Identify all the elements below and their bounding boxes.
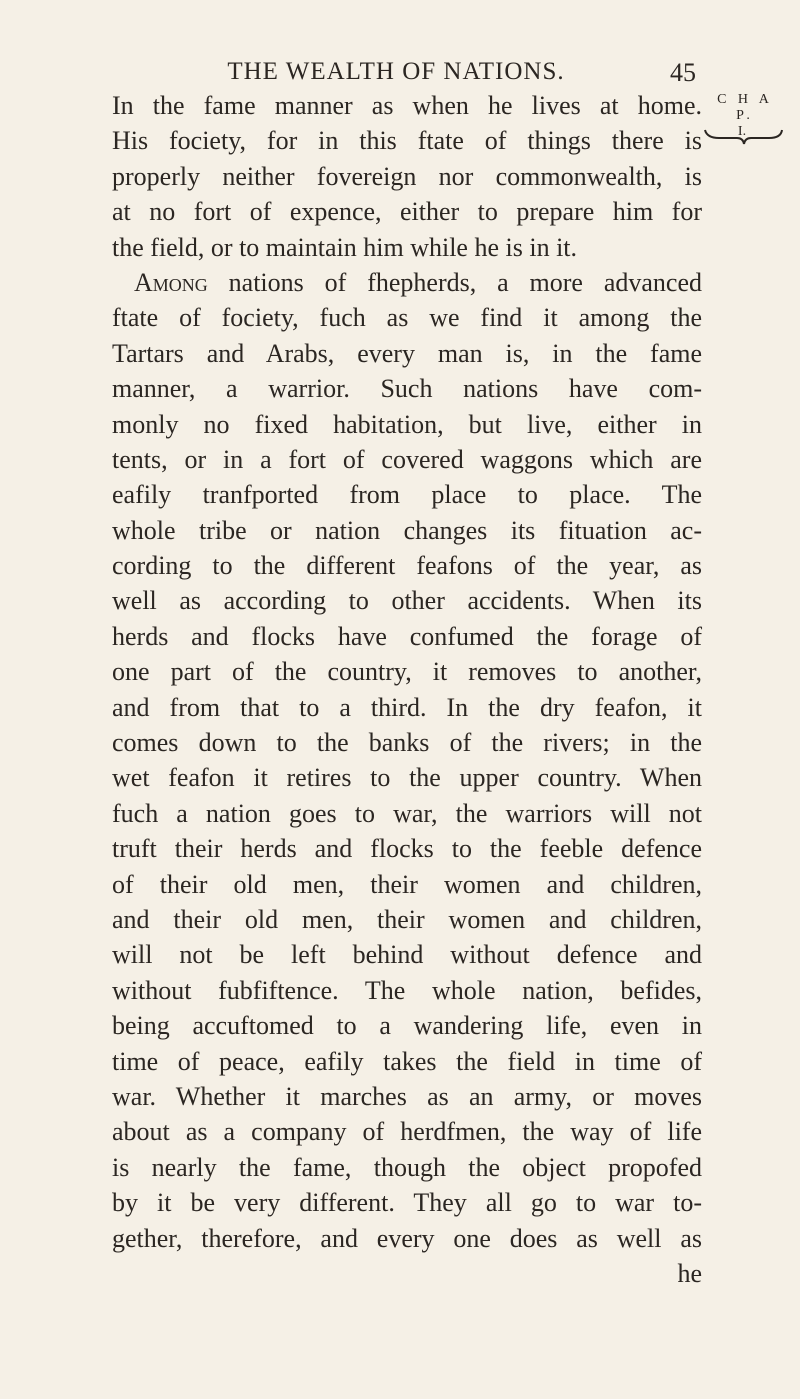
text-line: truft their herds and flocks to the feeble defence — [112, 834, 702, 864]
text-line: without fubfiftence. The whole nation, befides, — [112, 975, 702, 1005]
text-line: and their old men, their women and children, — [112, 904, 702, 934]
text-line: whole tribe or nation changes its fituation ac- — [112, 515, 702, 545]
text-line: wet feafon it retires to the upper country. When — [112, 763, 702, 793]
page-number: 45 — [670, 58, 696, 87]
chapter-label: C H A P. — [717, 92, 773, 123]
text-line: In the fame manner as when he lives at home. — [112, 91, 702, 120]
text-line: properly neither fovereign nor commonwealth, is — [112, 161, 702, 191]
running-title: THE WEALTH OF NATIONS. — [227, 58, 565, 85]
text-line-rest: nations of fhepherds, a more advanced — [228, 267, 702, 297]
text-line: at no fort of expence, either to prepare him for — [112, 197, 702, 227]
text-line: monly no fixed habitation, but live, either in — [112, 409, 702, 439]
text-line: Tartars and Arabs, every man is, in the fame — [112, 338, 702, 368]
text-line: is nearly the fame, though the object propofed — [112, 1152, 702, 1182]
curly-brace-icon — [703, 128, 783, 146]
paragraph-start-line — [112, 265, 702, 300]
text-line: of their old men, their women and children, — [112, 869, 702, 899]
catchword: he — [677, 1258, 702, 1288]
text-line: manner, a warrior. Such nations have com- — [112, 374, 702, 404]
chapter-number: I. — [737, 124, 747, 139]
text-line: will not be left behind without defence and — [112, 940, 702, 970]
among-word: Among — [134, 267, 208, 297]
text-line: time of peace, eafily takes the field in time of — [112, 1046, 702, 1076]
text-line: eafily tranfported from place to place. The — [112, 480, 702, 510]
text-line: about as a company of herdfmen, the way of life — [112, 1117, 702, 1147]
text-line: fuch a nation goes to war, the warriors will not — [112, 798, 702, 828]
text-line: war. Whether it marches as an army, or moves — [112, 1081, 702, 1111]
text-line: tents, or in a fort of covered waggons which are — [112, 444, 702, 474]
body-text — [112, 88, 702, 1291]
text-line: being accuftomed to a wandering life, even in — [112, 1011, 702, 1041]
text-line: the field, or to maintain him while he is in it. — [112, 232, 578, 262]
text-line: comes down to the banks of the rivers; in the — [112, 728, 702, 758]
text-line: His fociety, for in this ftate of things there is — [112, 126, 702, 156]
text-line: ftate of fociety, fuch as we find it among the — [112, 303, 702, 333]
text-line: by it be very different. They all go to war to- — [112, 1188, 702, 1218]
text-line: cording to the different feafons of the year, as — [112, 551, 702, 581]
text-line: one part of the country, it removes to another, — [112, 657, 702, 687]
text-line: and from that to a third. In the dry feafon, it — [112, 692, 702, 722]
text-line: well as according to other accidents. When its — [112, 586, 702, 616]
text-line: gether, therefore, and every one does as well as — [112, 1223, 702, 1253]
text-line: herds and flocks have confumed the forage of — [112, 621, 702, 651]
running-head — [136, 58, 696, 88]
